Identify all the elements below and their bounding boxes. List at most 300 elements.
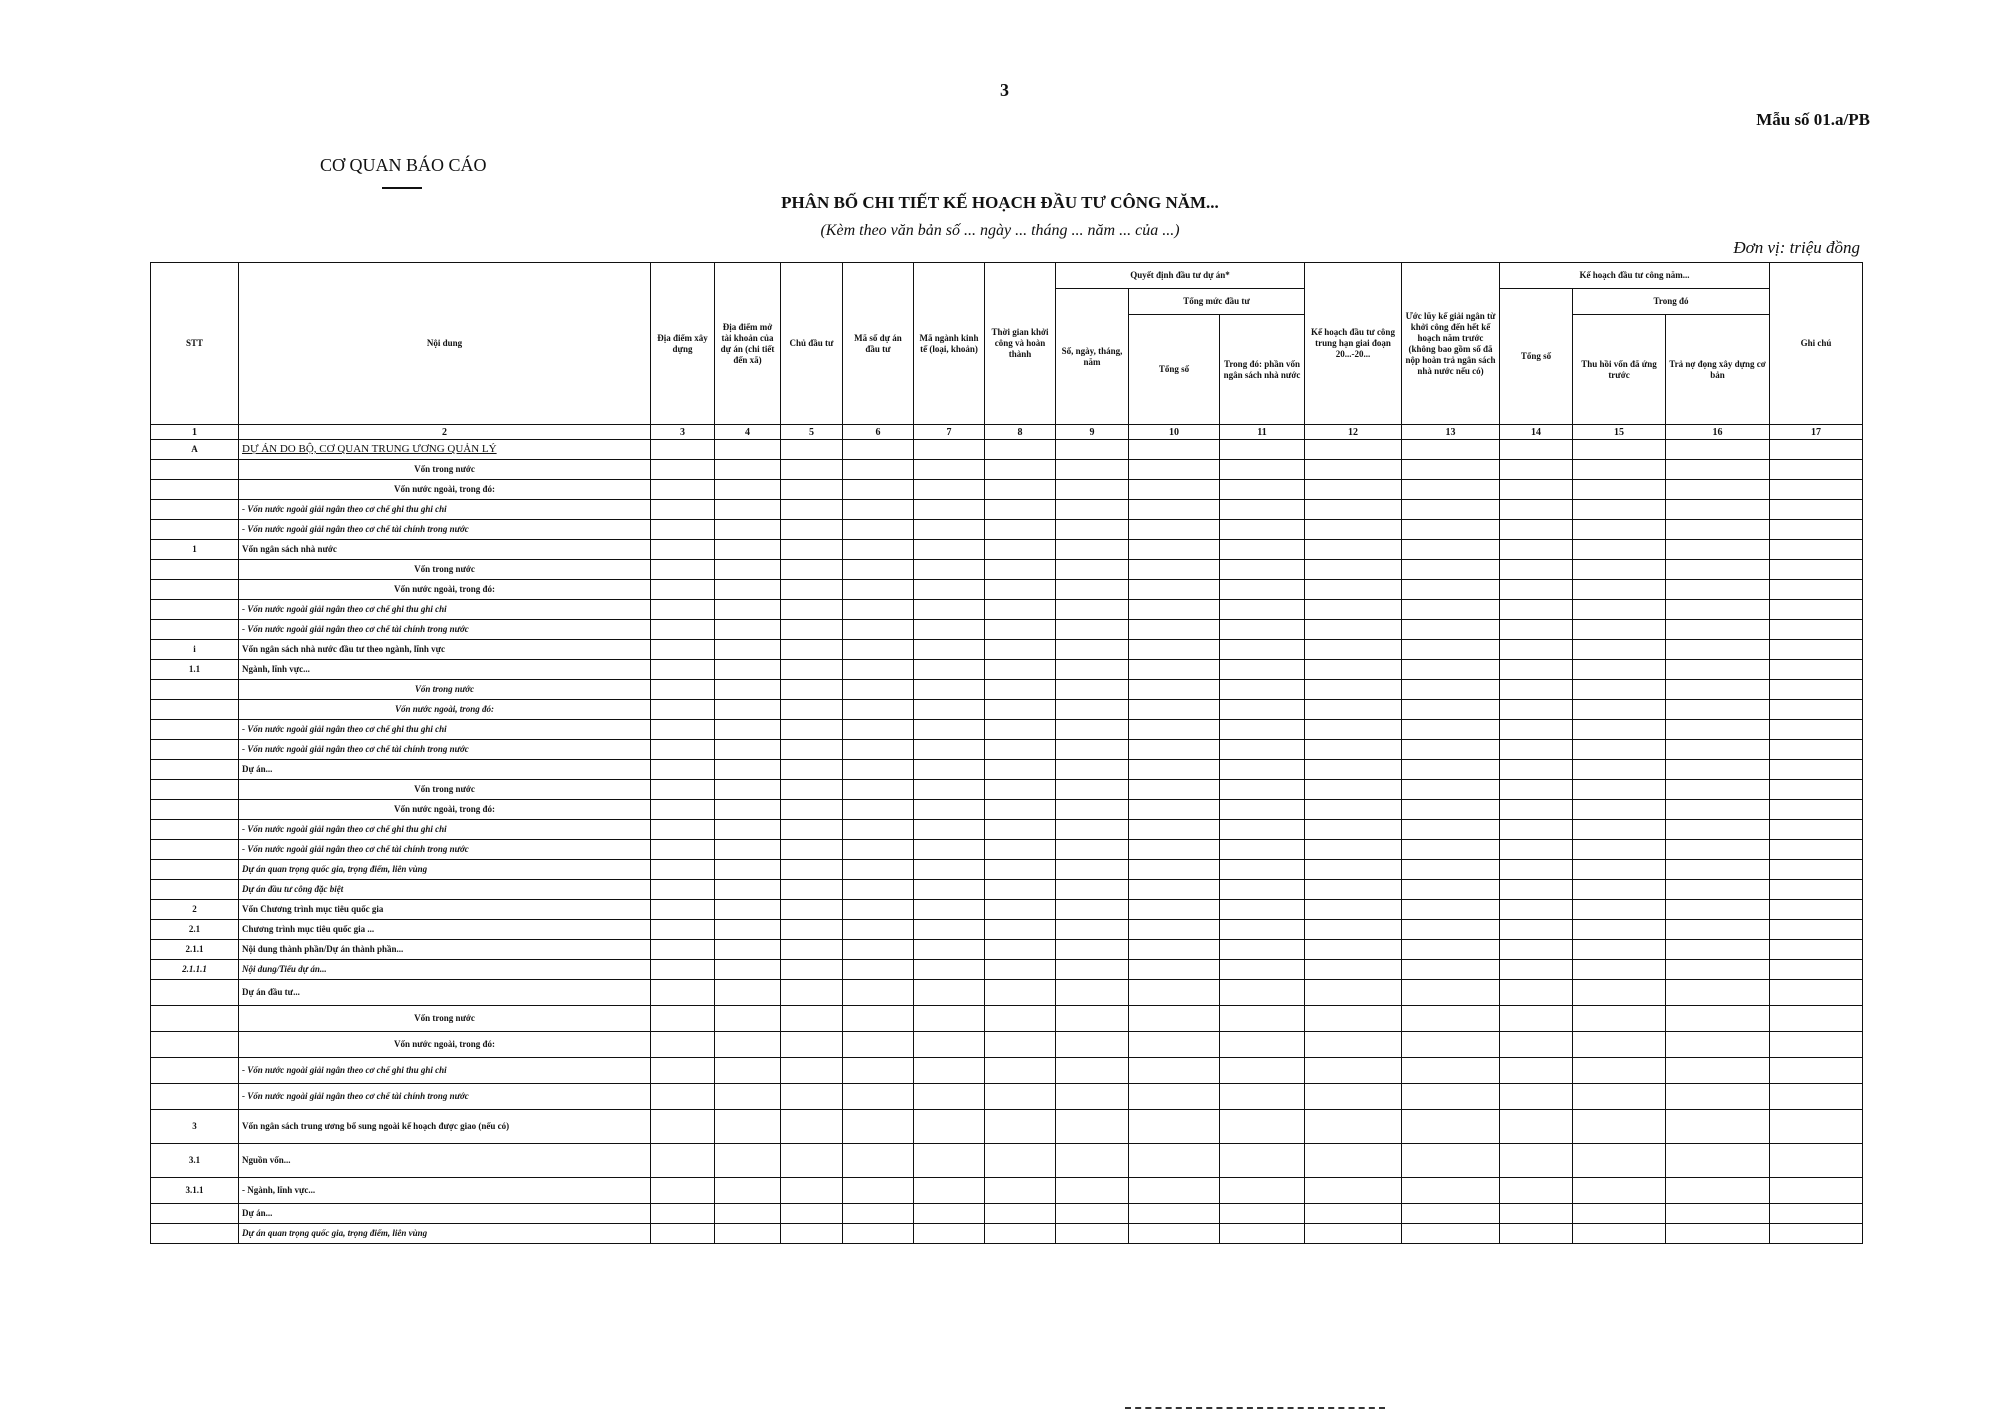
data-cell[interactable]	[1305, 960, 1402, 980]
data-cell[interactable]	[1666, 720, 1770, 740]
data-cell[interactable]	[843, 580, 914, 600]
data-cell[interactable]	[1305, 600, 1402, 620]
data-cell[interactable]	[1500, 900, 1573, 920]
data-cell[interactable]	[1056, 640, 1129, 660]
data-cell[interactable]	[985, 1032, 1056, 1058]
data-cell[interactable]	[1573, 560, 1666, 580]
data-cell[interactable]	[1666, 1204, 1770, 1224]
data-cell[interactable]	[1305, 720, 1402, 740]
data-cell[interactable]	[1666, 460, 1770, 480]
data-cell[interactable]	[1500, 800, 1573, 820]
data-cell[interactable]	[1666, 480, 1770, 500]
data-cell[interactable]	[781, 460, 843, 480]
data-cell[interactable]	[1573, 860, 1666, 880]
data-cell[interactable]	[1056, 800, 1129, 820]
data-cell[interactable]	[1056, 500, 1129, 520]
data-cell[interactable]	[1056, 900, 1129, 920]
data-cell[interactable]	[985, 540, 1056, 560]
data-cell[interactable]	[1305, 820, 1402, 840]
data-cell[interactable]	[781, 560, 843, 580]
data-cell[interactable]	[985, 620, 1056, 640]
data-cell[interactable]	[1770, 1110, 1863, 1144]
data-cell[interactable]	[1666, 920, 1770, 940]
data-cell[interactable]	[1220, 500, 1305, 520]
data-cell[interactable]	[914, 1084, 985, 1110]
data-cell[interactable]	[1129, 1178, 1220, 1204]
data-cell[interactable]	[843, 980, 914, 1006]
data-cell[interactable]	[1402, 460, 1500, 480]
data-cell[interactable]	[1666, 940, 1770, 960]
data-cell[interactable]	[1305, 1032, 1402, 1058]
data-cell[interactable]	[1666, 1224, 1770, 1244]
data-cell[interactable]	[1402, 940, 1500, 960]
data-cell[interactable]	[1500, 440, 1573, 460]
data-cell[interactable]	[985, 1110, 1056, 1144]
data-cell[interactable]	[715, 980, 781, 1006]
data-cell[interactable]	[843, 1058, 914, 1084]
data-cell[interactable]	[1402, 1204, 1500, 1224]
data-cell[interactable]	[1129, 500, 1220, 520]
data-cell[interactable]	[715, 680, 781, 700]
data-cell[interactable]	[914, 600, 985, 620]
data-cell[interactable]	[1573, 1084, 1666, 1110]
data-cell[interactable]	[1500, 600, 1573, 620]
data-cell[interactable]	[1129, 720, 1220, 740]
data-cell[interactable]	[1129, 820, 1220, 840]
data-cell[interactable]	[1129, 600, 1220, 620]
data-cell[interactable]	[914, 780, 985, 800]
data-cell[interactable]	[1770, 1006, 1863, 1032]
data-cell[interactable]	[1129, 1144, 1220, 1178]
data-cell[interactable]	[1305, 1144, 1402, 1178]
data-cell[interactable]	[1573, 500, 1666, 520]
data-cell[interactable]	[843, 660, 914, 680]
data-cell[interactable]	[1402, 1178, 1500, 1204]
data-cell[interactable]	[843, 920, 914, 940]
data-cell[interactable]	[1056, 520, 1129, 540]
data-cell[interactable]	[1666, 560, 1770, 580]
data-cell[interactable]	[1573, 1006, 1666, 1032]
data-cell[interactable]	[914, 640, 985, 660]
data-cell[interactable]	[985, 1144, 1056, 1178]
data-cell[interactable]	[1129, 1058, 1220, 1084]
data-cell[interactable]	[1402, 1006, 1500, 1032]
data-cell[interactable]	[1305, 780, 1402, 800]
data-cell[interactable]	[843, 560, 914, 580]
data-cell[interactable]	[1129, 800, 1220, 820]
data-cell[interactable]	[914, 760, 985, 780]
data-cell[interactable]	[1129, 700, 1220, 720]
data-cell[interactable]	[651, 540, 715, 560]
data-cell[interactable]	[1573, 600, 1666, 620]
data-cell[interactable]	[985, 480, 1056, 500]
data-cell[interactable]	[914, 660, 985, 680]
data-cell[interactable]	[843, 1006, 914, 1032]
data-cell[interactable]	[843, 880, 914, 900]
data-cell[interactable]	[651, 660, 715, 680]
data-cell[interactable]	[914, 540, 985, 560]
data-cell[interactable]	[1220, 1144, 1305, 1178]
data-cell[interactable]	[715, 960, 781, 980]
data-cell[interactable]	[914, 720, 985, 740]
data-cell[interactable]	[715, 580, 781, 600]
data-cell[interactable]	[1129, 440, 1220, 460]
data-cell[interactable]	[1573, 1204, 1666, 1224]
data-cell[interactable]	[914, 560, 985, 580]
data-cell[interactable]	[1666, 520, 1770, 540]
data-cell[interactable]	[651, 440, 715, 460]
data-cell[interactable]	[1220, 720, 1305, 740]
data-cell[interactable]	[715, 1110, 781, 1144]
data-cell[interactable]	[651, 680, 715, 700]
data-cell[interactable]	[651, 840, 715, 860]
data-cell[interactable]	[843, 1032, 914, 1058]
data-cell[interactable]	[1666, 500, 1770, 520]
data-cell[interactable]	[651, 560, 715, 580]
data-cell[interactable]	[715, 620, 781, 640]
data-cell[interactable]	[985, 1224, 1056, 1244]
data-cell[interactable]	[843, 1224, 914, 1244]
data-cell[interactable]	[781, 620, 843, 640]
data-cell[interactable]	[1220, 680, 1305, 700]
data-cell[interactable]	[1666, 1178, 1770, 1204]
data-cell[interactable]	[1129, 680, 1220, 700]
data-cell[interactable]	[1500, 640, 1573, 660]
data-cell[interactable]	[1402, 680, 1500, 700]
data-cell[interactable]	[1129, 740, 1220, 760]
data-cell[interactable]	[1573, 880, 1666, 900]
data-cell[interactable]	[715, 720, 781, 740]
data-cell[interactable]	[1220, 780, 1305, 800]
data-cell[interactable]	[781, 500, 843, 520]
data-cell[interactable]	[1220, 1178, 1305, 1204]
data-cell[interactable]	[1666, 680, 1770, 700]
data-cell[interactable]	[1666, 660, 1770, 680]
data-cell[interactable]	[781, 600, 843, 620]
data-cell[interactable]	[1129, 780, 1220, 800]
data-cell[interactable]	[1770, 440, 1863, 460]
data-cell[interactable]	[1220, 920, 1305, 940]
data-cell[interactable]	[843, 520, 914, 540]
data-cell[interactable]	[781, 900, 843, 920]
data-cell[interactable]	[1056, 840, 1129, 860]
data-cell[interactable]	[985, 900, 1056, 920]
data-cell[interactable]	[914, 980, 985, 1006]
data-cell[interactable]	[1402, 1110, 1500, 1144]
data-cell[interactable]	[985, 800, 1056, 820]
data-cell[interactable]	[1500, 540, 1573, 560]
data-cell[interactable]	[1770, 1178, 1863, 1204]
data-cell[interactable]	[1402, 980, 1500, 1006]
data-cell[interactable]	[781, 1110, 843, 1144]
data-cell[interactable]	[1666, 840, 1770, 860]
data-cell[interactable]	[1666, 880, 1770, 900]
data-cell[interactable]	[651, 640, 715, 660]
data-cell[interactable]	[1666, 600, 1770, 620]
data-cell[interactable]	[1129, 520, 1220, 540]
data-cell[interactable]	[1666, 1084, 1770, 1110]
data-cell[interactable]	[1129, 560, 1220, 580]
data-cell[interactable]	[914, 820, 985, 840]
data-cell[interactable]	[781, 760, 843, 780]
data-cell[interactable]	[1129, 940, 1220, 960]
data-cell[interactable]	[781, 540, 843, 560]
data-cell[interactable]	[985, 1084, 1056, 1110]
data-cell[interactable]	[1500, 940, 1573, 960]
data-cell[interactable]	[914, 1032, 985, 1058]
data-cell[interactable]	[781, 720, 843, 740]
data-cell[interactable]	[715, 600, 781, 620]
data-cell[interactable]	[1056, 560, 1129, 580]
data-cell[interactable]	[1573, 1032, 1666, 1058]
data-cell[interactable]	[1573, 760, 1666, 780]
data-cell[interactable]	[1220, 1204, 1305, 1224]
data-cell[interactable]	[843, 680, 914, 700]
data-cell[interactable]	[985, 860, 1056, 880]
data-cell[interactable]	[985, 640, 1056, 660]
data-cell[interactable]	[914, 860, 985, 880]
data-cell[interactable]	[1402, 560, 1500, 580]
data-cell[interactable]	[1500, 460, 1573, 480]
data-cell[interactable]	[1129, 920, 1220, 940]
data-cell[interactable]	[715, 860, 781, 880]
data-cell[interactable]	[1220, 880, 1305, 900]
data-cell[interactable]	[1402, 540, 1500, 560]
data-cell[interactable]	[985, 760, 1056, 780]
data-cell[interactable]	[985, 520, 1056, 540]
data-cell[interactable]	[651, 1144, 715, 1178]
data-cell[interactable]	[1305, 920, 1402, 940]
data-cell[interactable]	[1402, 1144, 1500, 1178]
data-cell[interactable]	[1770, 1032, 1863, 1058]
data-cell[interactable]	[651, 980, 715, 1006]
data-cell[interactable]	[914, 800, 985, 820]
data-cell[interactable]	[1305, 700, 1402, 720]
data-cell[interactable]	[1220, 540, 1305, 560]
data-cell[interactable]	[1500, 780, 1573, 800]
data-cell[interactable]	[1056, 1006, 1129, 1032]
data-cell[interactable]	[651, 720, 715, 740]
data-cell[interactable]	[1056, 720, 1129, 740]
data-cell[interactable]	[1220, 480, 1305, 500]
data-cell[interactable]	[1500, 980, 1573, 1006]
data-cell[interactable]	[715, 940, 781, 960]
data-cell[interactable]	[1402, 740, 1500, 760]
data-cell[interactable]	[781, 680, 843, 700]
data-cell[interactable]	[781, 700, 843, 720]
data-cell[interactable]	[1770, 560, 1863, 580]
data-cell[interactable]	[1220, 440, 1305, 460]
data-cell[interactable]	[843, 820, 914, 840]
data-cell[interactable]	[1305, 940, 1402, 960]
data-cell[interactable]	[1056, 440, 1129, 460]
data-cell[interactable]	[1500, 880, 1573, 900]
data-cell[interactable]	[1402, 620, 1500, 640]
data-cell[interactable]	[985, 660, 1056, 680]
data-cell[interactable]	[1500, 960, 1573, 980]
data-cell[interactable]	[1129, 640, 1220, 660]
data-cell[interactable]	[715, 660, 781, 680]
data-cell[interactable]	[985, 920, 1056, 940]
data-cell[interactable]	[914, 1204, 985, 1224]
data-cell[interactable]	[1500, 760, 1573, 780]
data-cell[interactable]	[1129, 460, 1220, 480]
data-cell[interactable]	[715, 460, 781, 480]
data-cell[interactable]	[1056, 760, 1129, 780]
data-cell[interactable]	[1402, 880, 1500, 900]
data-cell[interactable]	[1402, 640, 1500, 660]
data-cell[interactable]	[1573, 900, 1666, 920]
data-cell[interactable]	[843, 540, 914, 560]
data-cell[interactable]	[1305, 1006, 1402, 1032]
data-cell[interactable]	[1666, 800, 1770, 820]
data-cell[interactable]	[1573, 840, 1666, 860]
data-cell[interactable]	[843, 440, 914, 460]
data-cell[interactable]	[1220, 560, 1305, 580]
data-cell[interactable]	[715, 560, 781, 580]
data-cell[interactable]	[651, 600, 715, 620]
data-cell[interactable]	[985, 780, 1056, 800]
data-cell[interactable]	[1305, 500, 1402, 520]
data-cell[interactable]	[914, 920, 985, 940]
data-cell[interactable]	[715, 1204, 781, 1224]
data-cell[interactable]	[1056, 1204, 1129, 1224]
data-cell[interactable]	[1770, 480, 1863, 500]
data-cell[interactable]	[1770, 520, 1863, 540]
data-cell[interactable]	[1056, 620, 1129, 640]
data-cell[interactable]	[1573, 540, 1666, 560]
data-cell[interactable]	[843, 480, 914, 500]
data-cell[interactable]	[843, 760, 914, 780]
data-cell[interactable]	[1129, 1224, 1220, 1244]
data-cell[interactable]	[1056, 1224, 1129, 1244]
data-cell[interactable]	[843, 700, 914, 720]
data-cell[interactable]	[781, 980, 843, 1006]
data-cell[interactable]	[1305, 480, 1402, 500]
data-cell[interactable]	[651, 1032, 715, 1058]
data-cell[interactable]	[1770, 680, 1863, 700]
data-cell[interactable]	[651, 1178, 715, 1204]
data-cell[interactable]	[1129, 840, 1220, 860]
data-cell[interactable]	[1305, 760, 1402, 780]
data-cell[interactable]	[1573, 740, 1666, 760]
data-cell[interactable]	[1666, 1110, 1770, 1144]
data-cell[interactable]	[843, 740, 914, 760]
data-cell[interactable]	[985, 460, 1056, 480]
data-cell[interactable]	[1220, 940, 1305, 960]
data-cell[interactable]	[1666, 820, 1770, 840]
data-cell[interactable]	[651, 460, 715, 480]
data-cell[interactable]	[715, 1084, 781, 1110]
data-cell[interactable]	[1770, 860, 1863, 880]
data-cell[interactable]	[985, 820, 1056, 840]
data-cell[interactable]	[1500, 1178, 1573, 1204]
data-cell[interactable]	[1770, 540, 1863, 560]
data-cell[interactable]	[1500, 1058, 1573, 1084]
data-cell[interactable]	[1770, 880, 1863, 900]
data-cell[interactable]	[985, 940, 1056, 960]
data-cell[interactable]	[985, 440, 1056, 460]
data-cell[interactable]	[914, 480, 985, 500]
data-cell[interactable]	[781, 1084, 843, 1110]
data-cell[interactable]	[1500, 860, 1573, 880]
data-cell[interactable]	[1666, 980, 1770, 1006]
data-cell[interactable]	[1056, 540, 1129, 560]
data-cell[interactable]	[1220, 900, 1305, 920]
data-cell[interactable]	[715, 880, 781, 900]
data-cell[interactable]	[914, 1006, 985, 1032]
data-cell[interactable]	[914, 880, 985, 900]
data-cell[interactable]	[985, 740, 1056, 760]
data-cell[interactable]	[1770, 800, 1863, 820]
data-cell[interactable]	[1056, 740, 1129, 760]
data-cell[interactable]	[1573, 480, 1666, 500]
data-cell[interactable]	[1056, 1084, 1129, 1110]
data-cell[interactable]	[651, 1084, 715, 1110]
data-cell[interactable]	[914, 580, 985, 600]
data-cell[interactable]	[1573, 780, 1666, 800]
data-cell[interactable]	[1666, 540, 1770, 560]
data-cell[interactable]	[1220, 1110, 1305, 1144]
data-cell[interactable]	[651, 860, 715, 880]
data-cell[interactable]	[1666, 1032, 1770, 1058]
data-cell[interactable]	[651, 700, 715, 720]
data-cell[interactable]	[1500, 620, 1573, 640]
data-cell[interactable]	[781, 1032, 843, 1058]
data-cell[interactable]	[1500, 580, 1573, 600]
data-cell[interactable]	[651, 1006, 715, 1032]
data-cell[interactable]	[1056, 980, 1129, 1006]
data-cell[interactable]	[1056, 1110, 1129, 1144]
data-cell[interactable]	[715, 1058, 781, 1084]
data-cell[interactable]	[1056, 460, 1129, 480]
data-cell[interactable]	[1056, 600, 1129, 620]
data-cell[interactable]	[1770, 840, 1863, 860]
data-cell[interactable]	[1056, 680, 1129, 700]
data-cell[interactable]	[1305, 620, 1402, 640]
data-cell[interactable]	[651, 780, 715, 800]
data-cell[interactable]	[843, 860, 914, 880]
data-cell[interactable]	[914, 620, 985, 640]
data-cell[interactable]	[715, 920, 781, 940]
data-cell[interactable]	[1305, 1110, 1402, 1144]
data-cell[interactable]	[781, 440, 843, 460]
data-cell[interactable]	[1500, 1032, 1573, 1058]
data-cell[interactable]	[1056, 1058, 1129, 1084]
data-cell[interactable]	[1056, 1032, 1129, 1058]
data-cell[interactable]	[1305, 660, 1402, 680]
data-cell[interactable]	[1129, 760, 1220, 780]
data-cell[interactable]	[1770, 580, 1863, 600]
data-cell[interactable]	[1500, 560, 1573, 580]
data-cell[interactable]	[1056, 1144, 1129, 1178]
data-cell[interactable]	[1402, 720, 1500, 740]
data-cell[interactable]	[1770, 620, 1863, 640]
data-cell[interactable]	[1402, 920, 1500, 940]
data-cell[interactable]	[985, 600, 1056, 620]
data-cell[interactable]	[1129, 620, 1220, 640]
data-cell[interactable]	[1402, 900, 1500, 920]
data-cell[interactable]	[651, 900, 715, 920]
data-cell[interactable]	[985, 500, 1056, 520]
data-cell[interactable]	[1573, 1110, 1666, 1144]
data-cell[interactable]	[781, 640, 843, 660]
data-cell[interactable]	[651, 1110, 715, 1144]
data-cell[interactable]	[651, 1224, 715, 1244]
data-cell[interactable]	[781, 800, 843, 820]
data-cell[interactable]	[1056, 920, 1129, 940]
data-cell[interactable]	[914, 1058, 985, 1084]
